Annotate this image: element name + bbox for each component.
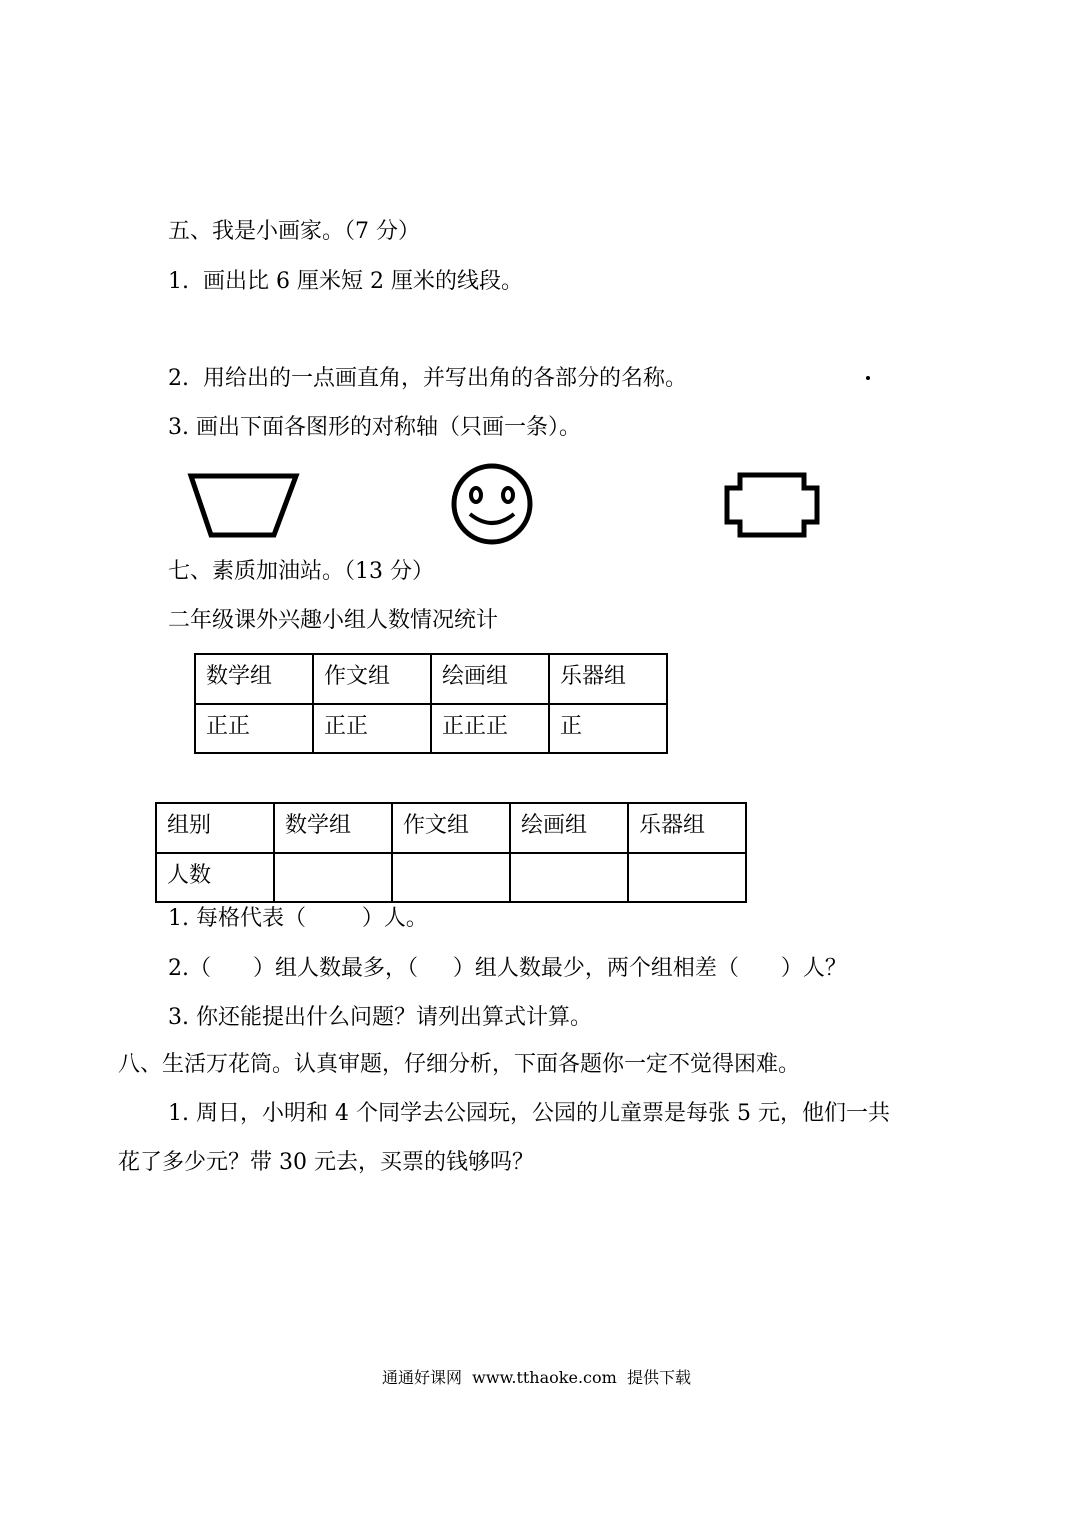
tally-header-row bbox=[195, 654, 667, 704]
table-cell: 正正 bbox=[195, 704, 313, 753]
trapezoid-figure bbox=[188, 473, 300, 539]
table-cell: 正正正 bbox=[431, 704, 549, 753]
section7-question-1: 1. 每格代表（ ）人。 bbox=[168, 906, 428, 931]
section5-question-2: 2. 用给出的一点画直角，并写出角的各部分的名称。 bbox=[168, 366, 687, 391]
table-cell: 正 bbox=[549, 704, 667, 753]
count-header-row bbox=[156, 803, 746, 853]
section7-question-2: 2.（ ）组人数最多，（ ）组人数最少，两个组相差（ ）人？ bbox=[168, 956, 847, 981]
section8-heading: 八、生活万花筒。认真审题，仔细分析，下面各题你一定不觉得困难。 bbox=[118, 1052, 801, 1077]
table-title: 二年级课外兴趣小组人数情况统计 bbox=[168, 608, 499, 633]
table-cell: 乐器组 bbox=[628, 803, 746, 853]
tally-mark-row bbox=[195, 704, 667, 753]
table-cell: 绘画组 bbox=[510, 803, 628, 853]
section7-question-3: 3. 你还能提出什么问题？请列出算式计算。 bbox=[168, 1005, 592, 1030]
table-cell: 数学组 bbox=[195, 654, 313, 704]
answer-cell[interactable] bbox=[274, 853, 392, 902]
answer-cell[interactable] bbox=[510, 853, 628, 902]
given-point-dot bbox=[866, 376, 870, 380]
section8-question-1-line-1: 1. 周日，小明和 4 个同学去公园玩，公园的儿童票是每张 5 元，他们一共 bbox=[168, 1101, 890, 1126]
answer-cell[interactable] bbox=[628, 853, 746, 902]
section5-question-1: 1. 画出比 6 厘米短 2 厘米的线段。 bbox=[168, 269, 523, 294]
count-table bbox=[155, 802, 747, 903]
answer-cell[interactable] bbox=[392, 853, 510, 902]
table-cell: 正正 bbox=[313, 704, 431, 753]
section8-question-1-line-2: 花了多少元？带 30 元去，买票的钱够吗？ bbox=[118, 1150, 534, 1175]
section5-heading: 五、我是小画家。（7 分） bbox=[168, 219, 420, 244]
table-cell: 作文组 bbox=[313, 654, 431, 704]
tally-table bbox=[194, 653, 668, 754]
section7-heading: 七、素质加油站。（13 分） bbox=[168, 559, 434, 584]
count-value-row bbox=[156, 853, 746, 902]
footer-credit: 通通好课网 www.tthaoke.com 提供下载 bbox=[382, 1368, 691, 1387]
table-cell: 作文组 bbox=[392, 803, 510, 853]
table-cell: 绘画组 bbox=[431, 654, 549, 704]
table-cell: 组别 bbox=[156, 803, 274, 853]
smiley-face-figure bbox=[450, 462, 534, 546]
cross-shape-figure bbox=[724, 472, 820, 538]
table-cell: 数学组 bbox=[274, 803, 392, 853]
table-cell: 乐器组 bbox=[549, 654, 667, 704]
section5-question-3: 3. 画出下面各图形的对称轴（只画一条）。 bbox=[168, 415, 581, 440]
table-cell: 人数 bbox=[156, 853, 274, 902]
